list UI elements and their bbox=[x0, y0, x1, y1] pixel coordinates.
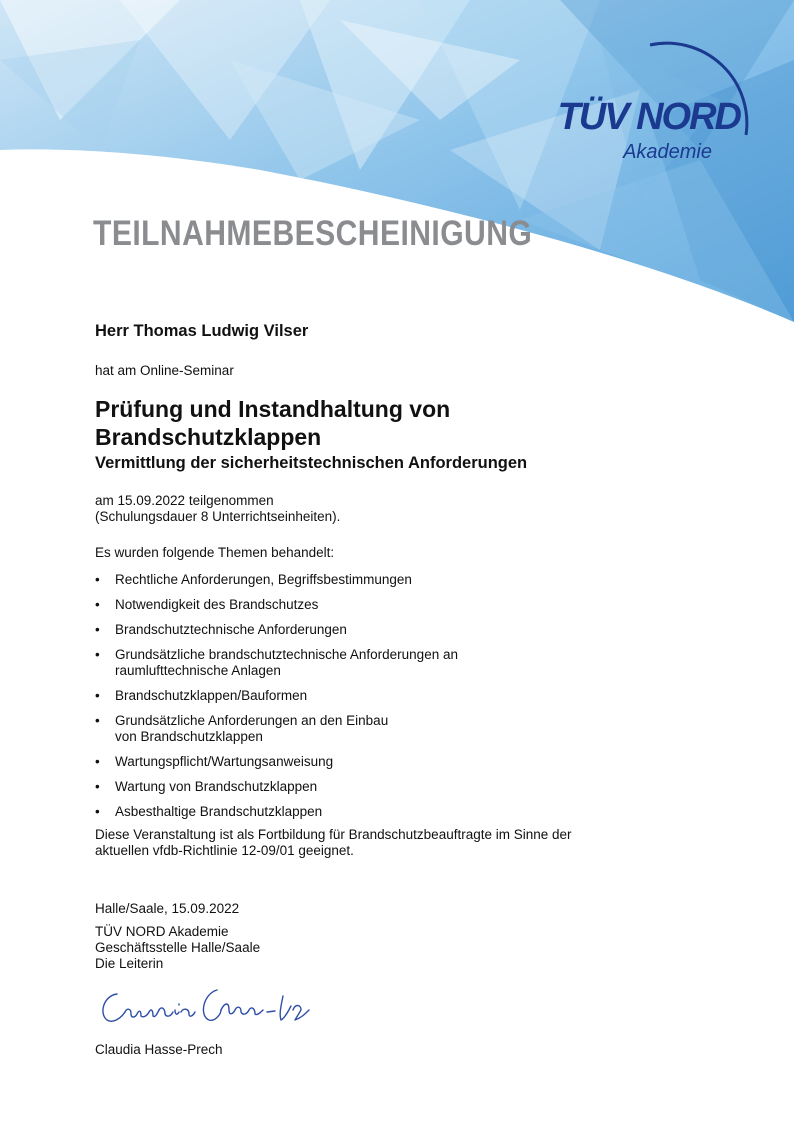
bullet-icon: • bbox=[95, 804, 100, 819]
list-item: • Brandschutztechnische Anforderungen bbox=[95, 622, 347, 637]
closing-line: Diese Veranstaltung ist als Fortbildung für Brandschutzbeauftragte im Sinne der bbox=[95, 827, 572, 842]
bullet-icon: • bbox=[95, 647, 100, 662]
issuing-organization bbox=[95, 924, 715, 972]
bullet-icon: • bbox=[95, 754, 100, 769]
bullet-icon: • bbox=[95, 597, 100, 612]
bullet-icon: • bbox=[95, 779, 100, 794]
list-item: • Rechtliche Anforderungen, Begriffsbestimmungen bbox=[95, 572, 412, 587]
list-item: • Grundsätzliche Anforderungen an den Einbau von Brandschutzklappen bbox=[95, 713, 389, 744]
tuv-nord-logo bbox=[540, 40, 750, 175]
seminar-subtitle: Vermittlung der sicherheitstechnischen Anforderungen bbox=[95, 454, 528, 472]
signer-role: Die Leiterin bbox=[95, 956, 164, 971]
list-item: • Asbesthaltige Brandschutzklappen bbox=[95, 804, 323, 819]
place-date: Halle/Saale, 15.09.2022 bbox=[95, 901, 240, 916]
list-item: • Brandschutzklappen/Bauformen bbox=[95, 688, 308, 703]
closing-line: aktuellen vfdb-Richtlinie 12-09/01 geeignet. bbox=[95, 843, 354, 858]
bullet-icon: • bbox=[95, 572, 100, 587]
seminar-title-line: Prüfung und Instandhaltung von bbox=[95, 396, 451, 422]
bullet-icon: • bbox=[95, 688, 100, 703]
organization-name: TÜV NORD Akademie bbox=[95, 924, 229, 939]
document-title: TEILNAHMEBESCHEINIGUNG bbox=[93, 214, 533, 253]
bullet-icon: • bbox=[95, 713, 100, 728]
handwritten-signature bbox=[95, 980, 335, 1036]
list-item: • Wartungspflicht/Wartungsanweisung bbox=[95, 754, 334, 769]
list-item: • Grundsätzliche brandschutztechnische Anforderungen an raumlufttechnische Anlagen bbox=[95, 647, 458, 678]
certificate-body bbox=[95, 322, 715, 1058]
intro-text: hat am Online-Seminar bbox=[95, 363, 234, 378]
logo-wordmark: TÜV NORD bbox=[557, 96, 740, 138]
participation-date: am 15.09.2022 teilgenommen bbox=[95, 493, 274, 508]
seminar-title bbox=[95, 395, 715, 451]
bullet-icon: • bbox=[95, 622, 100, 637]
organization-branch: Geschäftsstelle Halle/Saale bbox=[95, 940, 261, 955]
logo-subtitle: Akademie bbox=[623, 141, 712, 163]
participation-info bbox=[95, 493, 715, 525]
closing-statement bbox=[95, 827, 715, 859]
list-item: • Wartung von Brandschutzklappen bbox=[95, 779, 318, 794]
training-duration: (Schulungsdauer 8 Unterrichtseinheiten). bbox=[95, 509, 341, 524]
seminar-title-line: Brandschutzklappen bbox=[95, 424, 322, 450]
signer-name: Claudia Hasse-Prech bbox=[95, 1042, 223, 1057]
list-item: • Notwendigkeit des Brandschutzes bbox=[95, 597, 319, 612]
topics-heading: Es wurden folgende Themen behandelt: bbox=[95, 545, 335, 560]
topics-list bbox=[95, 572, 715, 820]
recipient-name: Herr Thomas Ludwig Vilser bbox=[95, 322, 309, 340]
